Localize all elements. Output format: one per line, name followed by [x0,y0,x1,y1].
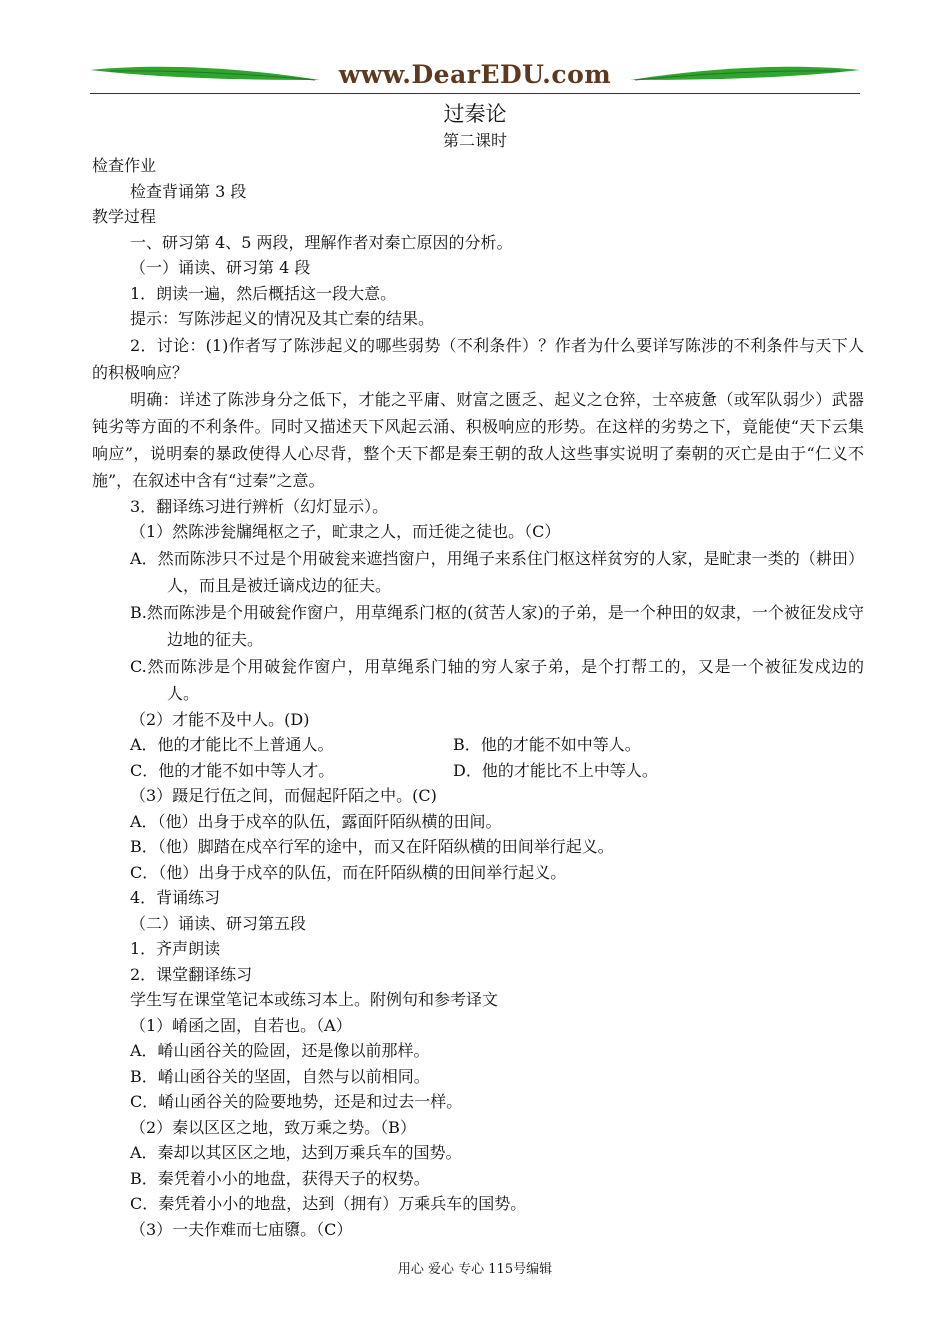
answer-option: A．他的才能比不上普通人。 [130,735,334,754]
text-paragraph: 明确：详述了陈涉身分之低下，才能之平庸、财富之匮乏、起义之仓猝，士卒疲惫（或军队弱少）武器钝劣等方面的不利条件。同时又描述天下风起云涌、积极响应的形势。在这样的劣势之下，竟能使“天下云集响应”，说明秦的暴政使得人心尽背，整个天下都是秦王朝的敌人这些事实说明了秦朝的灭亡是由于“仁义不施”，在叙述中含有“过秦”之意。 [92,389,864,490]
question-line: （2）秦以区区之地，致万乘之势。（B） [130,1117,416,1137]
answer-option: A．崤山函谷关的险固，还是像以前那样。 [130,1041,430,1060]
section-heading: 检查作业 [92,156,157,175]
page-footer: 用心 爱心 专心 115号编辑 [397,1262,553,1277]
site-banner [90,58,860,98]
text-line: （一）诵读、研习第 4 段 [130,258,311,277]
question-line: （1）然陈涉瓮牖绳枢之子，甿隶之人，而迁徙之徒也。（C） [130,522,561,541]
answer-option: B．（他）脚踏在戍卒行军的途中，而又在阡陌纵横的田间举行起义。 [130,837,614,856]
answer-option: A．（他）出身于戍卒的队伍，露面阡陌纵横的田间。 [130,811,502,831]
answer-option: B．他的才能不如中等人。 [453,735,641,754]
question-line: （1）崤函之固，自若也。（A） [130,1015,352,1035]
answer-option: C．（他）出身于戍卒的队伍，而在阡陌纵横的田间举行起义。 [130,862,567,882]
text-line: 提示：写陈涉起义的情况及其亡秦的结果。 [130,309,435,328]
option-row [92,732,864,758]
text-line: 1．齐声朗读 [130,939,221,958]
answer-option: B.然而陈涉是个用破瓮作窗户，用草绳系门枢的(贫苦人家)的子弟，是一个种田的奴隶，一个被征发戍守边地的征夫。 [130,602,864,649]
question-line: （2）才能不及中人。(D) [130,709,310,729]
question-line: （3）蹑足行伍之间，而倔起阡陌之中。(C) [130,786,437,805]
answer-option: C．秦凭着小小的地盘，达到（拥有）万乘兵车的国势。 [130,1194,527,1213]
answer-option: B．崤山函谷关的坚固，自然与以前相同。 [130,1066,430,1086]
answer-option: A．秦却以其区区之地，达到万乘兵车的国势。 [130,1143,462,1162]
answer-option: B．秦凭着小小的地盘，获得天子的权势。 [130,1168,430,1188]
answer-option: C．他的才能不如中等人才。 [130,760,335,780]
page-title: 过秦论 [443,102,507,126]
section-heading: 教学过程 [92,207,157,226]
text-line: 2．课堂翻译练习 [130,964,253,984]
answer-option: D．他的才能比不上中等人。 [453,760,658,780]
option-row [92,758,864,784]
text-line: 一、研习第 4、5 两段，理解作者对秦亡原因的分析。 [130,232,513,252]
answer-option: C．崤山函谷关的险要地势，还是和过去一样。 [130,1092,463,1111]
text-line: 3．翻译练习进行辨析（幻灯显示）。 [130,496,389,516]
text-line: 检查背诵第 3 段 [130,181,247,201]
question-line: （3）一夫作难而七庙隳。（C） [130,1219,353,1239]
page-subtitle: 第二课时 [442,131,507,150]
answer-option: A．然而陈涉只不过是个用破瓮来遮挡窗户，用绳子来系住门枢这样贫穷的人家，是甿隶一类的（耕田）人，而且是被迁谪戍边的征夫。 [130,548,864,595]
text-line: 4．背诵练习 [130,888,221,907]
text-line: （二）诵读、研习第五段 [130,913,307,933]
answer-option: C.然而陈涉是个用破瓮作窗户，用草绳系门轴的穷人家子弟，是个打帮工的，又是一个被征发戍边的人。 [130,656,864,703]
site-logo-text: www.DearEDU.com [338,60,612,89]
document-body [92,153,864,1242]
text-paragraph: 2．讨论：(1)作者写了陈涉起义的哪些弱势（不利条件）？作者为什么要详写陈涉的不利条件与天下人的积极响应？ [92,335,864,382]
text-line: 学生写在课堂笔记本或练习本上。附例句和参考译文 [130,990,499,1009]
text-line: 1．朗读一遍，然后概括这一段大意。 [130,283,397,303]
header-divider [90,93,860,94]
